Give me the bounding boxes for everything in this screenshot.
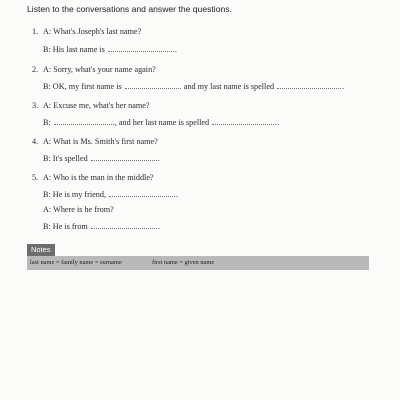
answer-line: B: OK, my first name is and my last name is spelled .	[43, 82, 345, 91]
question-prompt: A: Where is he from?	[43, 205, 114, 214]
answer-blank[interactable]	[212, 117, 276, 125]
answer-blank[interactable]	[91, 221, 157, 229]
answer-blank[interactable]	[108, 44, 174, 52]
question-prompt: A: What's Joseph's last name?	[43, 27, 142, 36]
question-number: 4.	[32, 137, 39, 146]
notes-tag: Notes	[27, 244, 55, 256]
question-prompt: A: What is Ms. Smith's first name?	[43, 137, 158, 146]
note-last-name: last name = family name = surname	[30, 259, 122, 266]
question-number: 5.	[32, 173, 39, 182]
answer-blank[interactable]	[109, 189, 175, 197]
instruction-text: Listen to the conversations and answer the questions.	[27, 4, 232, 14]
question-number: 2.	[32, 65, 39, 74]
answer-line: B: , and her last name is spelled .	[43, 118, 280, 127]
question-number: 3.	[32, 101, 39, 110]
question-prompt: A: Who is the man in the middle?	[43, 173, 154, 182]
answer-line: B: He is from .	[43, 222, 160, 231]
answer-line: B: It's spelled .	[43, 154, 160, 163]
answer-line: B: He is my friend, .	[43, 190, 179, 199]
answer-line: B: His last name is .	[43, 45, 177, 54]
question-prompt: A: Sorry, what's your name again?	[43, 65, 156, 74]
answer-blank[interactable]	[54, 117, 114, 125]
question-prompt: A: Excuse me, what's her name?	[43, 101, 150, 110]
answer-blank[interactable]	[125, 81, 181, 89]
note-first-name: first name = given name	[152, 259, 215, 266]
answer-blank[interactable]	[91, 153, 157, 161]
question-number: 1.	[32, 27, 39, 36]
answer-blank[interactable]	[277, 81, 341, 89]
